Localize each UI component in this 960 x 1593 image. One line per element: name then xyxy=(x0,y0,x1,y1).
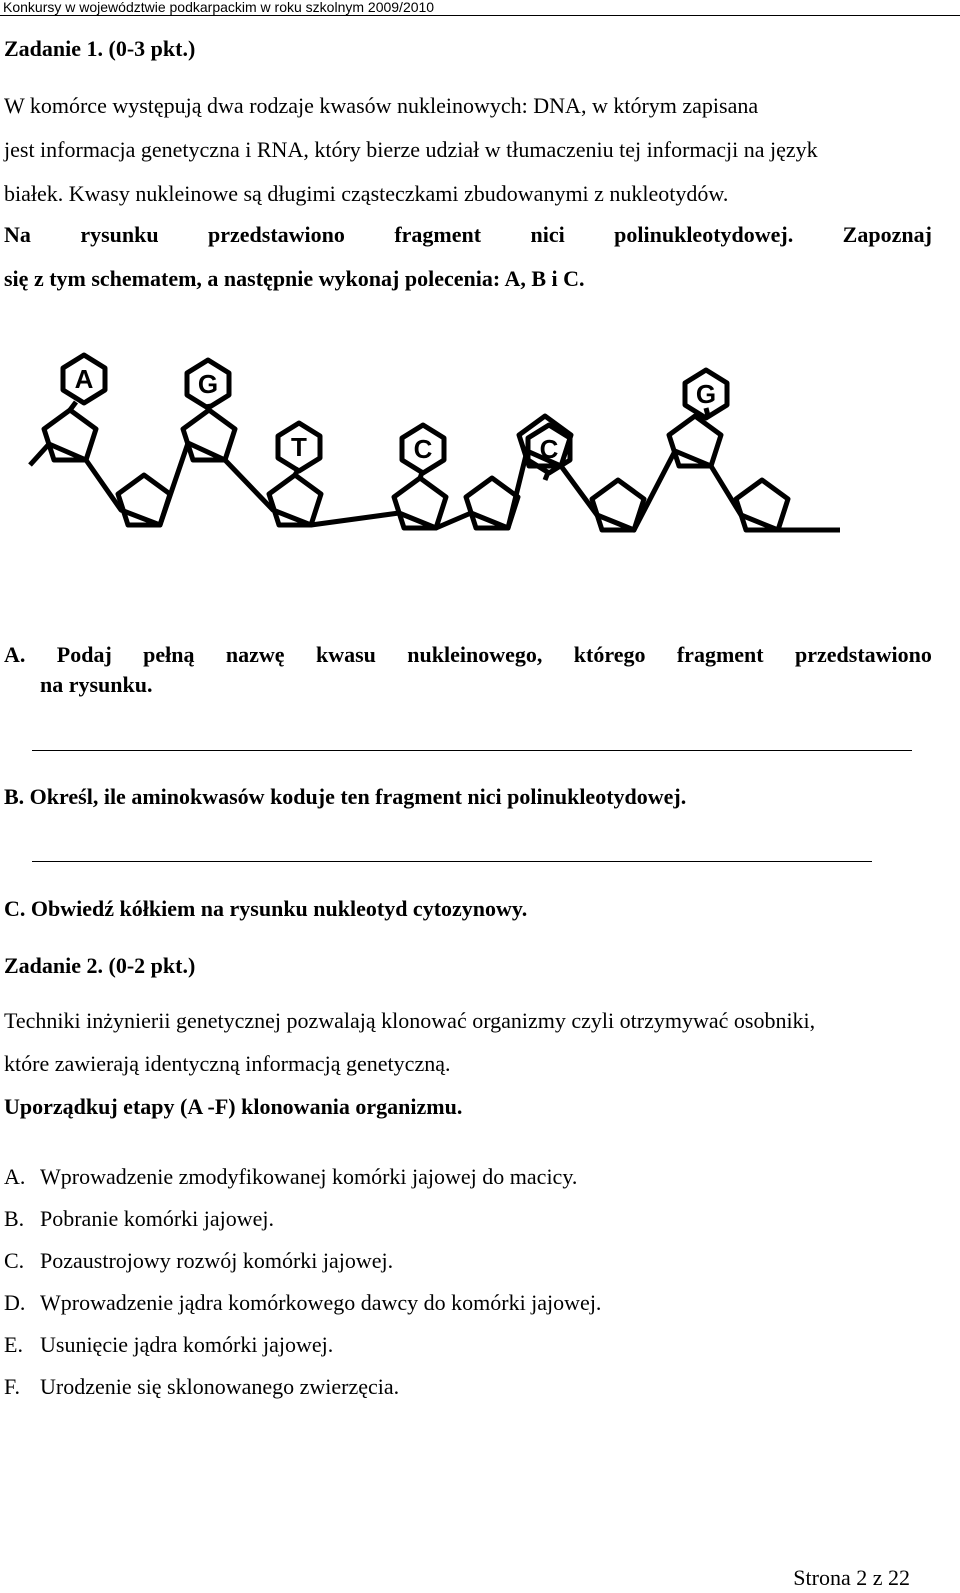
list-item xyxy=(4,1206,274,1232)
qa-word: Podaj xyxy=(56,642,112,667)
task1-title: Zadanie 1. (0-3 pkt.) xyxy=(4,36,196,61)
list-item-text: Pobranie komórki jajowej. xyxy=(40,1206,275,1231)
qa-word: A. xyxy=(4,642,26,667)
list-item-letter: E. xyxy=(4,1332,23,1357)
base-C2-letter: C xyxy=(539,434,559,464)
task2-title: Zadanie 2. (0-2 pkt.) xyxy=(4,953,196,978)
task1-paragraph-line3: białek. Kwasy nukleinowe są długimi cząsteczkami zbudowanymi z nukleotydów. xyxy=(4,181,729,206)
question-c: C. Obwiedź kółkiem na rysunku nukleotyd cytozynowy. xyxy=(4,896,528,921)
instruction-word: polinukleotydowej. xyxy=(614,222,794,247)
list-item-text: Wprowadzenie zmodyfikowanej komórki jajowej do macicy. xyxy=(40,1164,578,1189)
list-item xyxy=(4,1290,601,1316)
list-item-letter: C. xyxy=(4,1248,25,1273)
list-item xyxy=(4,1374,399,1400)
task1-paragraph-line2: jest informacja genetyczna i RNA, który bierze udział w tłumaczeniu tej informacji na język xyxy=(4,137,818,162)
base-G1-letter: G xyxy=(197,369,219,399)
page-header: Konkursy w województwie podkarpackim w roku szkolnym 2009/2010 xyxy=(0,0,960,16)
question-a-line2: na rysunku. xyxy=(40,672,153,697)
task2-instruction: Uporządkuj etapy (A -F) klonowania organizmu. xyxy=(4,1094,463,1119)
list-item xyxy=(4,1164,577,1190)
task2-paragraph-line1: Techniki inżynierii genetycznej pozwalają klonować organizmy czyli otrzymywać osobniki, xyxy=(4,1008,816,1033)
task1-instruction-line2: się z tym schematem, a następnie wykonaj polecenia: A, B i C. xyxy=(4,266,585,291)
question-a-line1 xyxy=(4,642,932,668)
instruction-word: nici xyxy=(530,222,565,247)
answer-line-b[interactable] xyxy=(32,861,872,862)
base-T-letter: T xyxy=(291,432,307,462)
base-A-letter: A xyxy=(74,364,94,394)
question-b: B. Określ, ile aminokwasów koduje ten fragment nici polinukleotydowej. xyxy=(4,784,687,809)
qa-word: przedstawiono xyxy=(795,642,932,667)
base-C1-letter: C xyxy=(413,434,433,464)
page-number: Strona 2 z 22 xyxy=(793,1565,910,1590)
list-item-text: Urodzenie się sklonowanego zwierzęcia. xyxy=(40,1374,400,1399)
instruction-word: rysunku xyxy=(80,222,159,247)
list-item-letter: A. xyxy=(4,1164,26,1189)
list-item xyxy=(4,1248,393,1274)
list-item-text: Wprowadzenie jądra komórkowego dawcy do komórki jajowej. xyxy=(40,1290,602,1315)
instruction-word: Na xyxy=(4,222,31,247)
instruction-word: fragment xyxy=(394,222,482,247)
polynucleotide-diagram xyxy=(25,340,855,590)
task2-paragraph-line2: które zawierają identyczną informacją genetyczną. xyxy=(4,1051,451,1076)
qa-word: fragment xyxy=(676,642,764,667)
list-item-letter: B. xyxy=(4,1206,25,1231)
qa-word: kwasu xyxy=(315,642,376,667)
task1-instruction-line1 xyxy=(4,222,932,248)
qa-word: nukleinowego, xyxy=(407,642,543,667)
stalk-1 xyxy=(70,402,76,410)
list-item-text: Pozaustrojowy rozwój komórki jajowej. xyxy=(40,1248,394,1273)
answer-line-a[interactable] xyxy=(32,750,912,751)
list-item xyxy=(4,1332,333,1358)
task1-paragraph-line1: W komórce występują dwa rodzaje kwasów nukleinowych: DNA, w którym zapisana xyxy=(4,93,759,118)
list-item-letter: D. xyxy=(4,1290,26,1315)
instruction-word: przedstawiono xyxy=(208,222,345,247)
list-item-text: Usunięcie jądra komórki jajowej. xyxy=(40,1332,334,1357)
qa-word: pełną xyxy=(143,642,195,667)
base-G2-letter: G xyxy=(695,379,717,409)
qa-word: którego xyxy=(573,642,646,667)
instruction-word: Zapoznaj xyxy=(842,222,932,247)
qa-word: nazwę xyxy=(225,642,285,667)
list-item-letter: F. xyxy=(4,1374,20,1399)
